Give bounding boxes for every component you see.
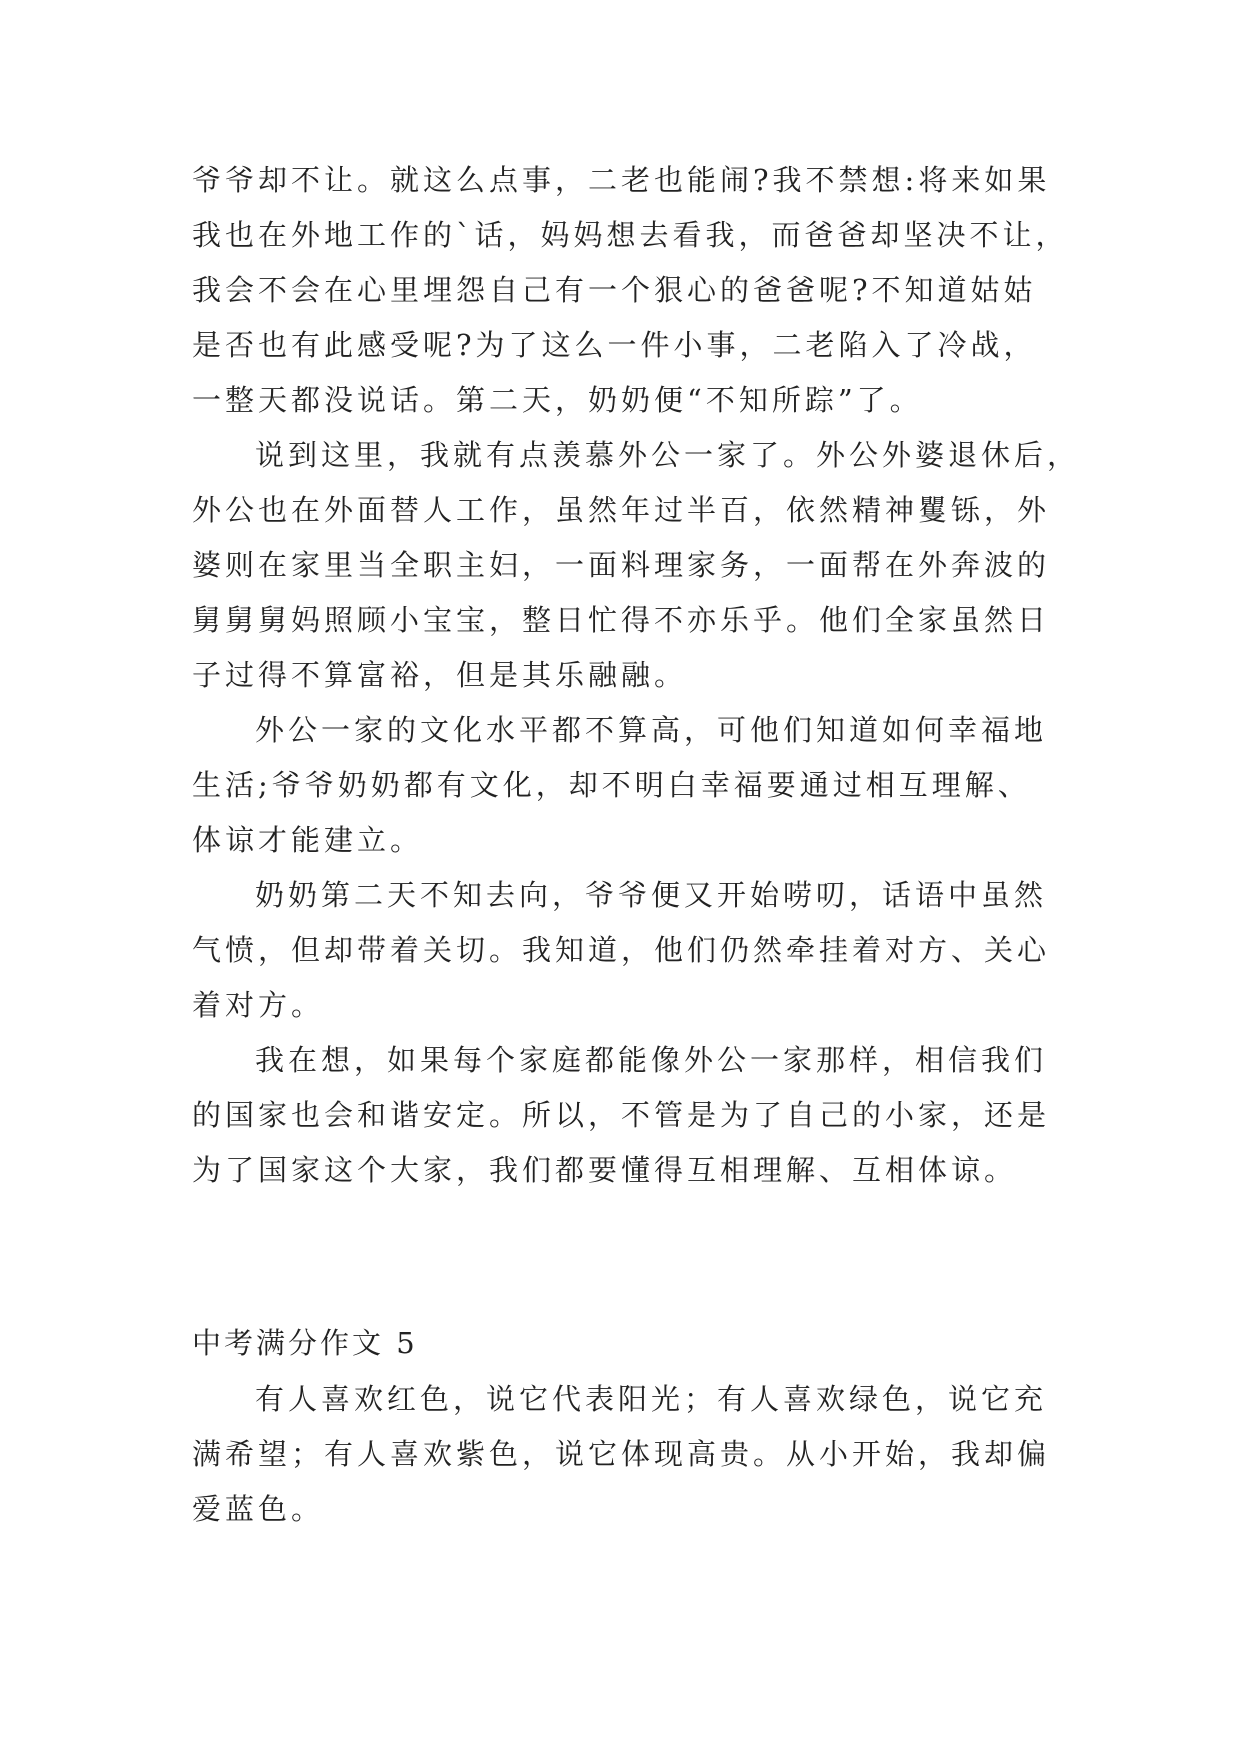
paragraph-line: 子过得不算富裕，但是其乐融融。 (192, 658, 688, 692)
paragraph-line: 生活;爷爷奶奶都有文化，却不明白幸福要通过相互理解、 (192, 768, 1031, 802)
paragraph-line: 爷爷却不让。就这么点事，二老也能闹?我不禁想:将来如果 (192, 163, 1051, 197)
paragraph-line: 满希望；有人喜欢紫色，说它体现高贵。从小开始，我却偏 (192, 1437, 1051, 1471)
paragraph-line: 舅舅舅妈照顾小宝宝，整日忙得不亦乐乎。他们全家虽然日 (192, 603, 1051, 637)
paragraph-line: 有人喜欢红色，说它代表阳光；有人喜欢绿色，说它充 (255, 1382, 1048, 1416)
paragraph-line: 外公一家的文化水平都不算高，可他们知道如何幸福地 (255, 713, 1048, 747)
paragraph-line: 说到这里，我就有点羡慕外公一家了。外公外婆退休后， (255, 438, 1081, 472)
paragraph-line: 是否也有此感受呢?为了这么一件小事，二老陷入了冷战， (192, 328, 1037, 362)
paragraph-line: 外公也在外面替人工作，虽然年过半百，依然精神矍铄，外 (192, 493, 1051, 527)
paragraph-line: 奶奶第二天不知去向，爷爷便又开始唠叨，话语中虽然 (255, 878, 1048, 912)
paragraph-line: 我会不会在心里埋怨自己有一个狠心的爸爸呢?不知道姑姑 (192, 273, 1037, 307)
paragraph-line: 爱蓝色。 (192, 1492, 325, 1526)
essay-body-part-2 (192, 1372, 1062, 1537)
paragraph-line: 体谅才能建立。 (192, 823, 424, 857)
paragraph-line: 着对方。 (192, 988, 325, 1022)
essay-heading: 中考满分作文 5 (192, 1326, 418, 1360)
paragraph-line: 我在想，如果每个家庭都能像外公一家那样，相信我们 (255, 1043, 1048, 1077)
paragraph-line: 我也在外地工作的`话，妈妈想去看我，而爸爸却坚决不让， (192, 218, 1069, 252)
paragraph-line: 为了国家这个大家，我们都要懂得互相理解、互相体谅。 (192, 1153, 1018, 1187)
essay-body-part-1 (192, 153, 1081, 1198)
paragraph-line: 的国家也会和谐安定。所以，不管是为了自己的小家，还是 (192, 1098, 1051, 1132)
paragraph-line: 气愤，但却带着关切。我知道，他们仍然牵挂着对方、关心 (192, 933, 1051, 967)
paragraph-line: 一整天都没说话。第二天，奶奶便“不知所踪”了。 (192, 383, 923, 417)
paragraph-line: 婆则在家里当全职主妇，一面料理家务，一面帮在外奔波的 (192, 548, 1051, 582)
